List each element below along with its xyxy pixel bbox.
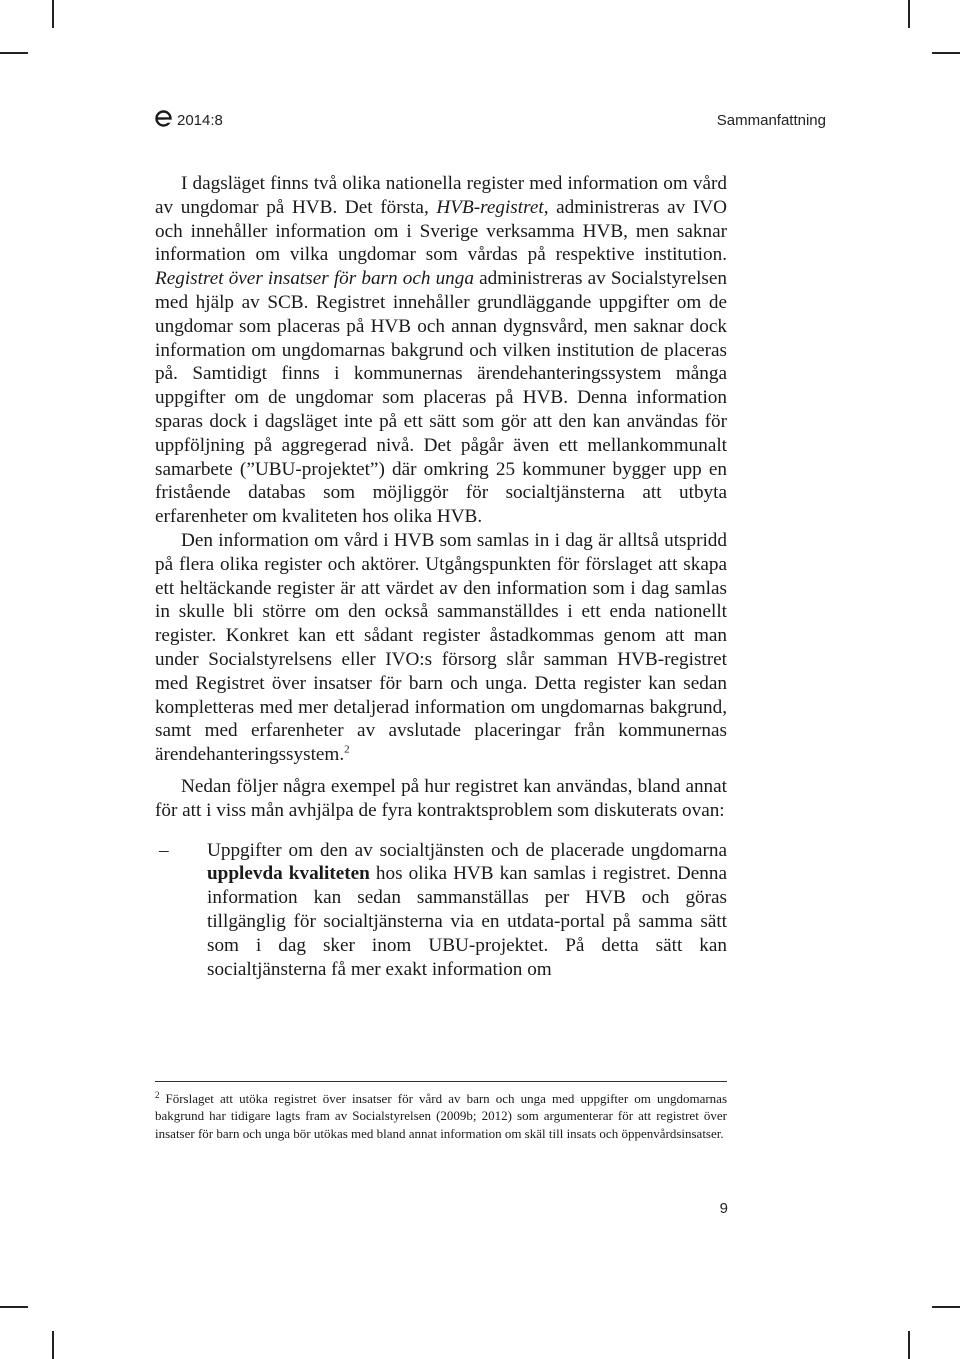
text-run: upplevda kvaliteten (207, 863, 370, 885)
bullet-dash: – (159, 839, 169, 861)
text-run: HVB-registret (436, 196, 544, 218)
text-run: administreras av Socialstyrelsen med hjälp av SCB. Registret innehåller grundläggande uppgifter om de ungdomar som placeras på HVB och annan dygnsvård, men saknar dock information om ungdomarnas bakgrund och vilken institution de placeras på. Samtidigt finns i kommunernas ärendehanteringssystem många uppgifter om de ungdomar som placeras på HVB. Denna information sparas dock i dagsläget inte på ett sätt som gör att den kan användas för uppföljning på aggregerad nivå. Det pågår även ett mellankommunalt samarbete (”UBU-projektet”) där omkring 25 kommuner bygger upp en fristående databas som möjliggör för socialtjänsterna att utbyta erfarenheter om kvaliteten hos olika HVB. (155, 268, 727, 528)
paragraph (155, 529, 727, 767)
crop-mark (932, 52, 960, 54)
text-run: Uppgifter om den av socialtjänsten och de placerade ungdomarna (207, 839, 727, 861)
page-header (155, 108, 826, 134)
crop-mark (0, 1306, 28, 1308)
footnote-number: 2 (155, 1089, 160, 1100)
crop-mark (0, 52, 28, 54)
text-run: I dagsläget finns två olika nationella register med information om vård av ungdomar på HVB. Det första, (155, 173, 727, 218)
text-run: Nedan följer några exempel på hur registret kan användas, bland annat för att i viss mån avhjälpa de fyra kontraktsproblem som diskuterats ovan: (155, 775, 727, 821)
page-number: 9 (719, 1200, 728, 1217)
footnote-ref: 2 (344, 743, 350, 756)
crop-mark (932, 1306, 960, 1308)
paragraph (155, 172, 727, 529)
crop-mark (908, 0, 910, 28)
footnote-divider (155, 1081, 727, 1082)
section-title: Sammanfattning (716, 112, 826, 129)
text-run: hos olika HVB kan samlas i registret. Denna information kan sedan sammanställas per HVB och göras tillgänglig för socialtjänsterna via en utdata-portal på samma sätt som i dag sker inom UBU-projektet. På detta sätt kan socialtjänsterna få mer exakt information om (207, 863, 727, 980)
text-run: Registret över insatser för barn och unga (155, 268, 474, 290)
report-number: 2014:8 (177, 112, 223, 129)
e-logo-icon (155, 110, 172, 131)
footnote (155, 1090, 727, 1142)
paragraph (155, 775, 727, 823)
bullet-item (155, 839, 727, 982)
text-run: Den information om vård i HVB som samlas in i dag är alltså utspridd på flera olika register och aktörer. Utgångspunkten för förslaget att skapa ett heltäckande register är att värdet av den information som i dag samlas in skulle bli större om den också sammanställdes i ett enda nationellt register. Konkret kan ett sådant register åstadkommas genom att man under Socialstyrelsens eller IVO:s försorg slår samman HVB-registret med Registret över insatser för barn och unga. Detta register kan sedan kompletteras med mer detaljerad information om ungdomarnas bakgrund, samt med erfarenheter av avslutade placeringar från kommunernas ärendehanteringssystem. (155, 529, 727, 766)
body-text (155, 172, 727, 981)
text-run: , administreras av IVO och innehåller information om i Sverige verksamma HVB, men saknar information om vilka ungdomar som vårdas på respektive institution. (155, 196, 727, 266)
crop-mark (908, 1331, 910, 1359)
crop-mark (52, 1331, 54, 1359)
footnote-text: Förslaget att utöka registret över insatser för vård av barn och unga med uppgifter om ungdomarnas bakgrund har tidigare lagts fram av Socialstyrelsen (2009b; 2012) som argumenterar för att registret över insatser för barn och unga bör utökas med bland annat information om skäl till insats och öppenvårdsinsatser. (155, 1091, 727, 1141)
crop-mark (52, 0, 54, 28)
